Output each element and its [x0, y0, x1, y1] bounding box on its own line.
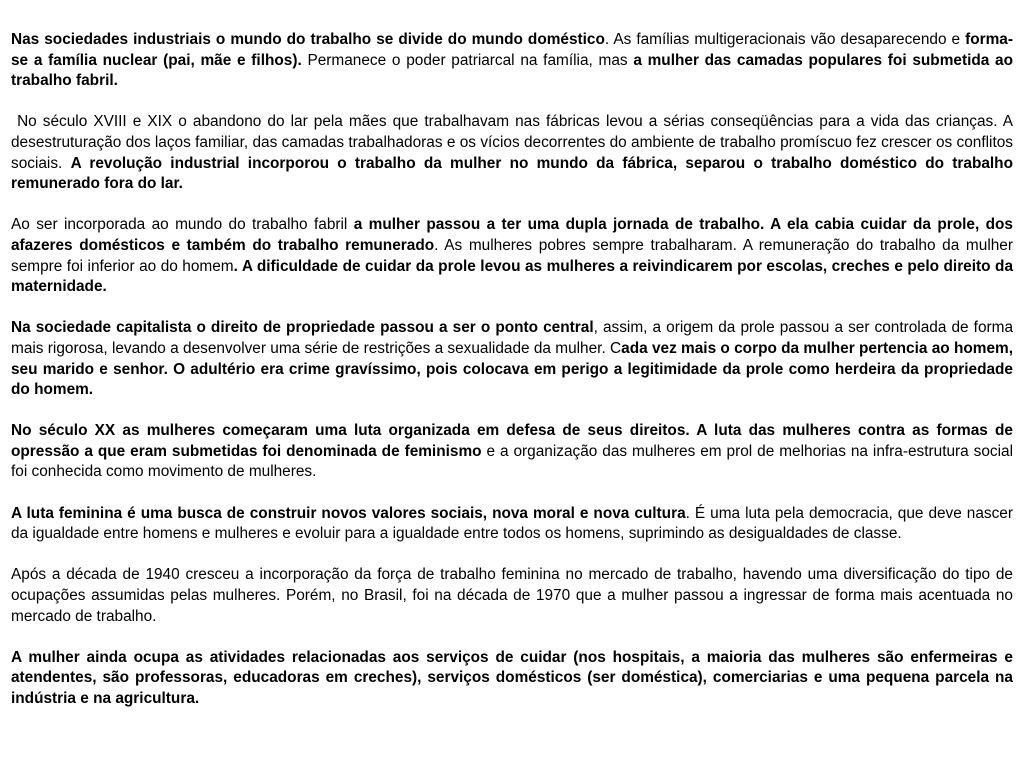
paragraph-6 — [11, 504, 1013, 545]
text-run: e a organização das mulheres em prol de melhorias na infra-estrutura social foi conhecida como movimento de mulheres. — [11, 442, 1014, 481]
paragraph-8 — [11, 648, 1013, 710]
text-run: No século XVIII e XIX o abandono do lar pela mães que trabalhavam nas fábricas levou a sérias conseqüências para a vida das crianças. A desestruturação dos laços familiar, das camadas trabalhadoras e os vícios decorrentes do ambiente de trabalho promíscuo fez crescer os conflitos sociais. — [11, 113, 1018, 172]
document-page — [11, 30, 1018, 730]
paragraph-1 — [11, 30, 1013, 92]
text-run: . As famílias multigeracionais vão desaparecendo e — [604, 31, 966, 48]
paragraph-7 — [11, 565, 1013, 627]
text-run: Após a década de 1940 cresceu a incorporação da força de trabalho feminina no mercado de trabalho, havendo uma diversificação do tipo de ocupações assumidas pelas mulheres. Porém, no Brasil, foi na década de 1970 que a mulher passou a ingressar de forma mais acentuada no mercado de trabalho. — [11, 566, 1013, 625]
text-run-bold: ada vez mais o corpo da mulher pertencia ao homem, seu marido e senhor. O adultério era crime gravíssimo, pois colocava em perigo a legitimidade da prole como herdeira da propriedade do homem. — [11, 339, 1013, 399]
text-run: Ao ser incorporada ao mundo do trabalho fabril — [11, 216, 354, 234]
paragraph-3 — [11, 215, 1013, 297]
text-run: . É uma luta pela democracia, que deve nascer da igualdade entre homens e mulheres e evoluir para a igualdade entre todos os homens, suprimindo as desigualdades de classe. — [11, 504, 1013, 543]
text-run-bold: Na sociedade capitalista o direito de propriedade passou a ser o ponto central — [11, 319, 594, 337]
text-run-bold: a mulher das camadas populares foi submetida ao trabalho fabril. — [11, 51, 1013, 90]
text-run-bold: No século XX as mulheres começaram uma luta organizada em defesa de seus direitos. A luta das mulheres contra as formas de opressão a que eram submetidas foi denominada de feminismo — [11, 422, 1013, 460]
text-run-bold: . A dificuldade de cuidar da prole levou as mulheres a reivindicarem por escolas, creches e pelo direito da maternidade. — [11, 257, 1013, 296]
text-run: , assim, a origem da prole passou a ser controlada de forma mais rigorosa, levando a desenvolver uma série de restrições a sexualidade da mulher. C — [11, 319, 1014, 357]
text-run-bold: a mulher passou a ter uma dupla jornada de trabalho. A ela cabia cuidar da prole, dos afazeres domésticos e também do trabalho remunerado — [11, 216, 1013, 254]
text-run-bold: Nas sociedades industriais o mundo do trabalho se divide do mundo doméstico — [11, 31, 605, 48]
text-run-bold: A luta feminina é uma busca de construir novos valores sociais, nova moral e nova cultura — [11, 504, 686, 522]
text-run: Permanece o poder patriarcal na família, mas — [301, 51, 634, 69]
text-run-bold: A mulher ainda ocupa as atividades relacionadas aos serviços de cuidar (nos hospitais, a maioria das mulheres são enfermeiras e atendentes, são professoras, educadoras em creches), serviços domésticos (ser doméstica), comerciarias e uma pequena parcela na indústria e na agricultura. — [11, 648, 1013, 707]
text-run: . As mulheres pobres sempre trabalharam. A remuneração do trabalho da mulher sempre foi inferior ao do homem — [11, 236, 1013, 275]
text-run-bold: A revolução industrial incorporou o trabalho da mulher no mundo da fábrica, separou o trabalho doméstico do trabalho remunerado fora do lar. — [11, 154, 1013, 193]
text-run-bold: forma-se a família nuclear (pai, mãe e filhos). — [11, 31, 1013, 69]
paragraph-2 — [11, 112, 1018, 194]
paragraph-4 — [11, 318, 1013, 400]
paragraph-5 — [11, 421, 1013, 483]
